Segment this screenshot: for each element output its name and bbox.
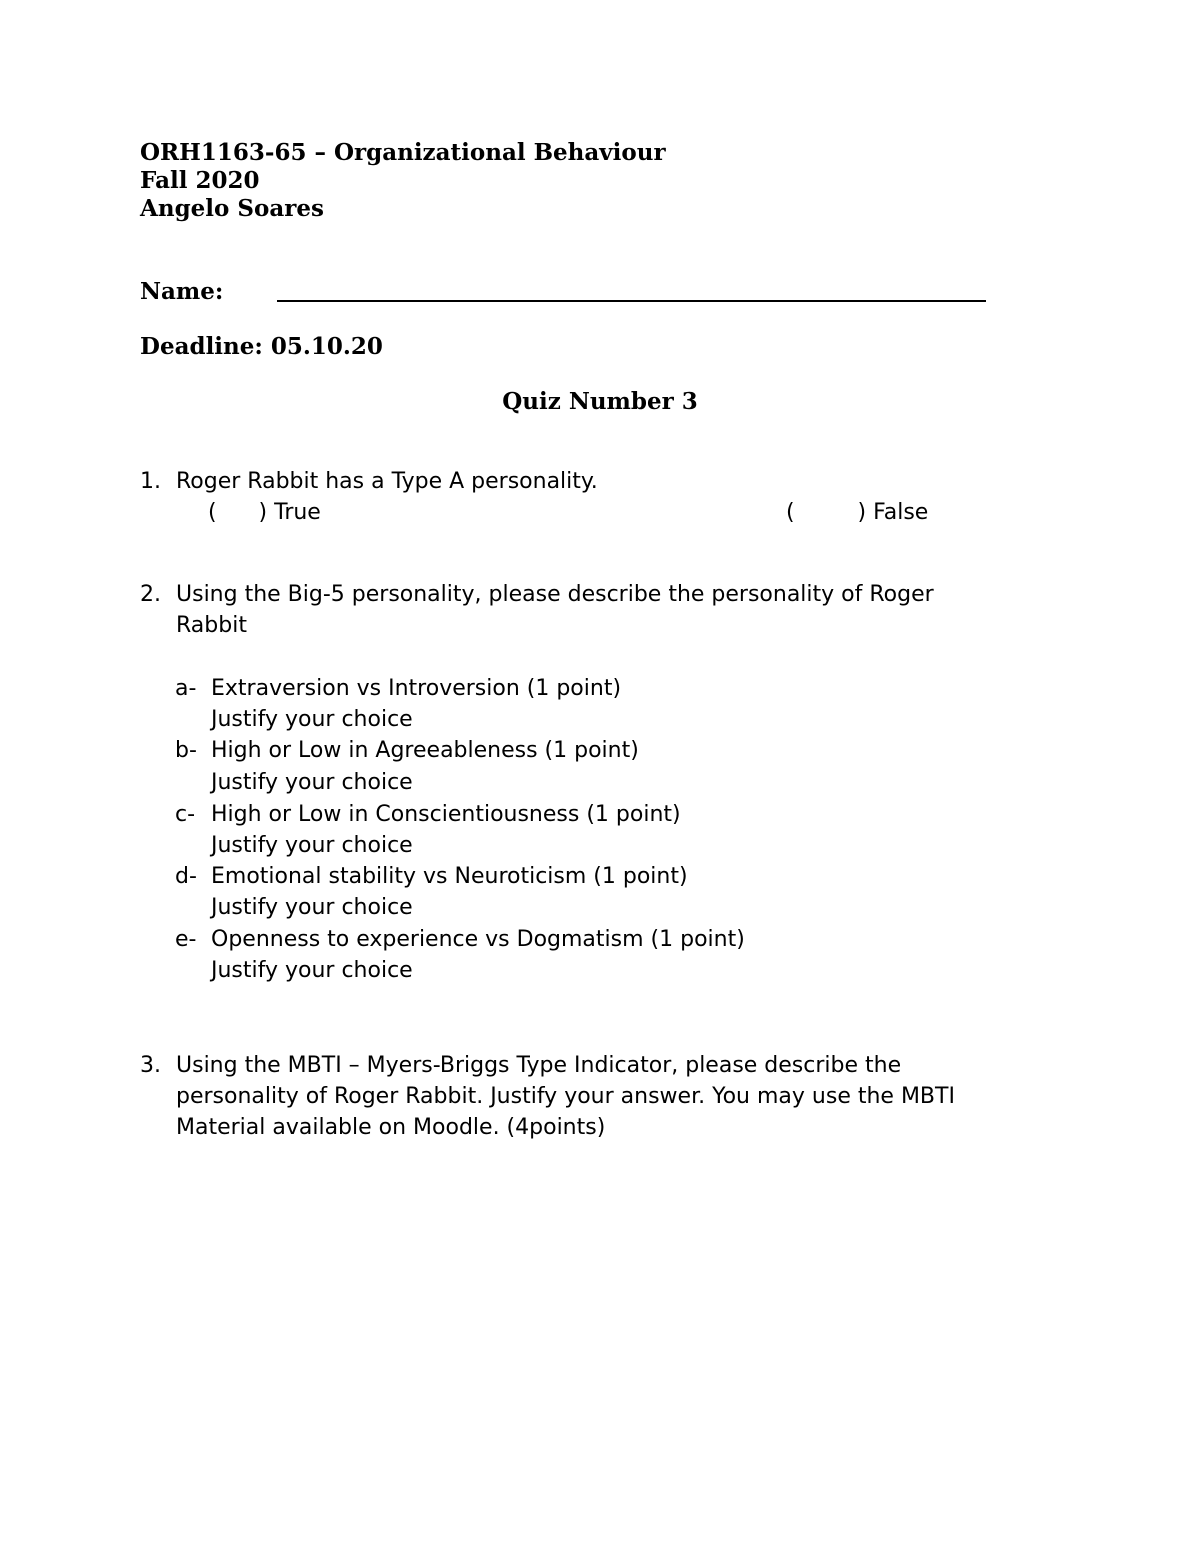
q1-option-true[interactable]: ( ) True [208,500,321,525]
q2-text-line1: Using the Big-5 personality, please describe the personality of Roger [176,582,934,607]
q2-item-justify: Justify your choice [211,833,413,858]
q2-item-justify: Justify your choice [211,895,413,920]
q2-number: 2. [140,582,161,607]
q1-option-false[interactable]: ( ) False [786,500,929,525]
q2-text-line2: Rabbit [176,613,247,638]
instructor: Angelo Soares [140,195,324,222]
q2-item-letter: e- [175,927,197,952]
q2-item-text: High or Low in Agreeableness (1 point) [211,738,639,763]
name-answer-line[interactable] [277,300,986,302]
q2-item-text: Extraversion vs Introversion (1 point) [211,676,622,701]
q1-number: 1. [140,469,161,494]
q2-item-letter: b- [175,738,197,763]
course-title: ORH1163-65 – Organizational Behaviour [140,139,666,166]
name-label: Name: [140,278,224,305]
q2-item-letter: c- [175,802,196,827]
q2-item-justify: Justify your choice [211,958,413,983]
q2-item-text: Emotional stability vs Neuroticism (1 point) [211,864,688,889]
q1-text: Roger Rabbit has a Type A personality. [176,469,598,494]
q2-item-justify: Justify your choice [211,707,413,732]
term: Fall 2020 [140,167,260,194]
q2-item-letter: a- [175,676,197,701]
q3-text-line3: Material available on Moodle. (4points) [176,1115,606,1140]
deadline: Deadline: 05.10.20 [140,333,383,360]
q3-text-line1: Using the MBTI – Myers-Briggs Type Indicator, please describe the [176,1053,902,1078]
quiz-title: Quiz Number 3 [502,388,698,415]
q2-item-text: Openness to experience vs Dogmatism (1 point) [211,927,745,952]
q2-item-justify: Justify your choice [211,770,413,795]
q2-item-letter: d- [175,864,197,889]
q2-item-text: High or Low in Conscientiousness (1 point) [211,802,681,827]
q3-number: 3. [140,1053,161,1078]
q3-text-line2: personality of Roger Rabbit. Justify your answer. You may use the MBTI [176,1084,955,1109]
